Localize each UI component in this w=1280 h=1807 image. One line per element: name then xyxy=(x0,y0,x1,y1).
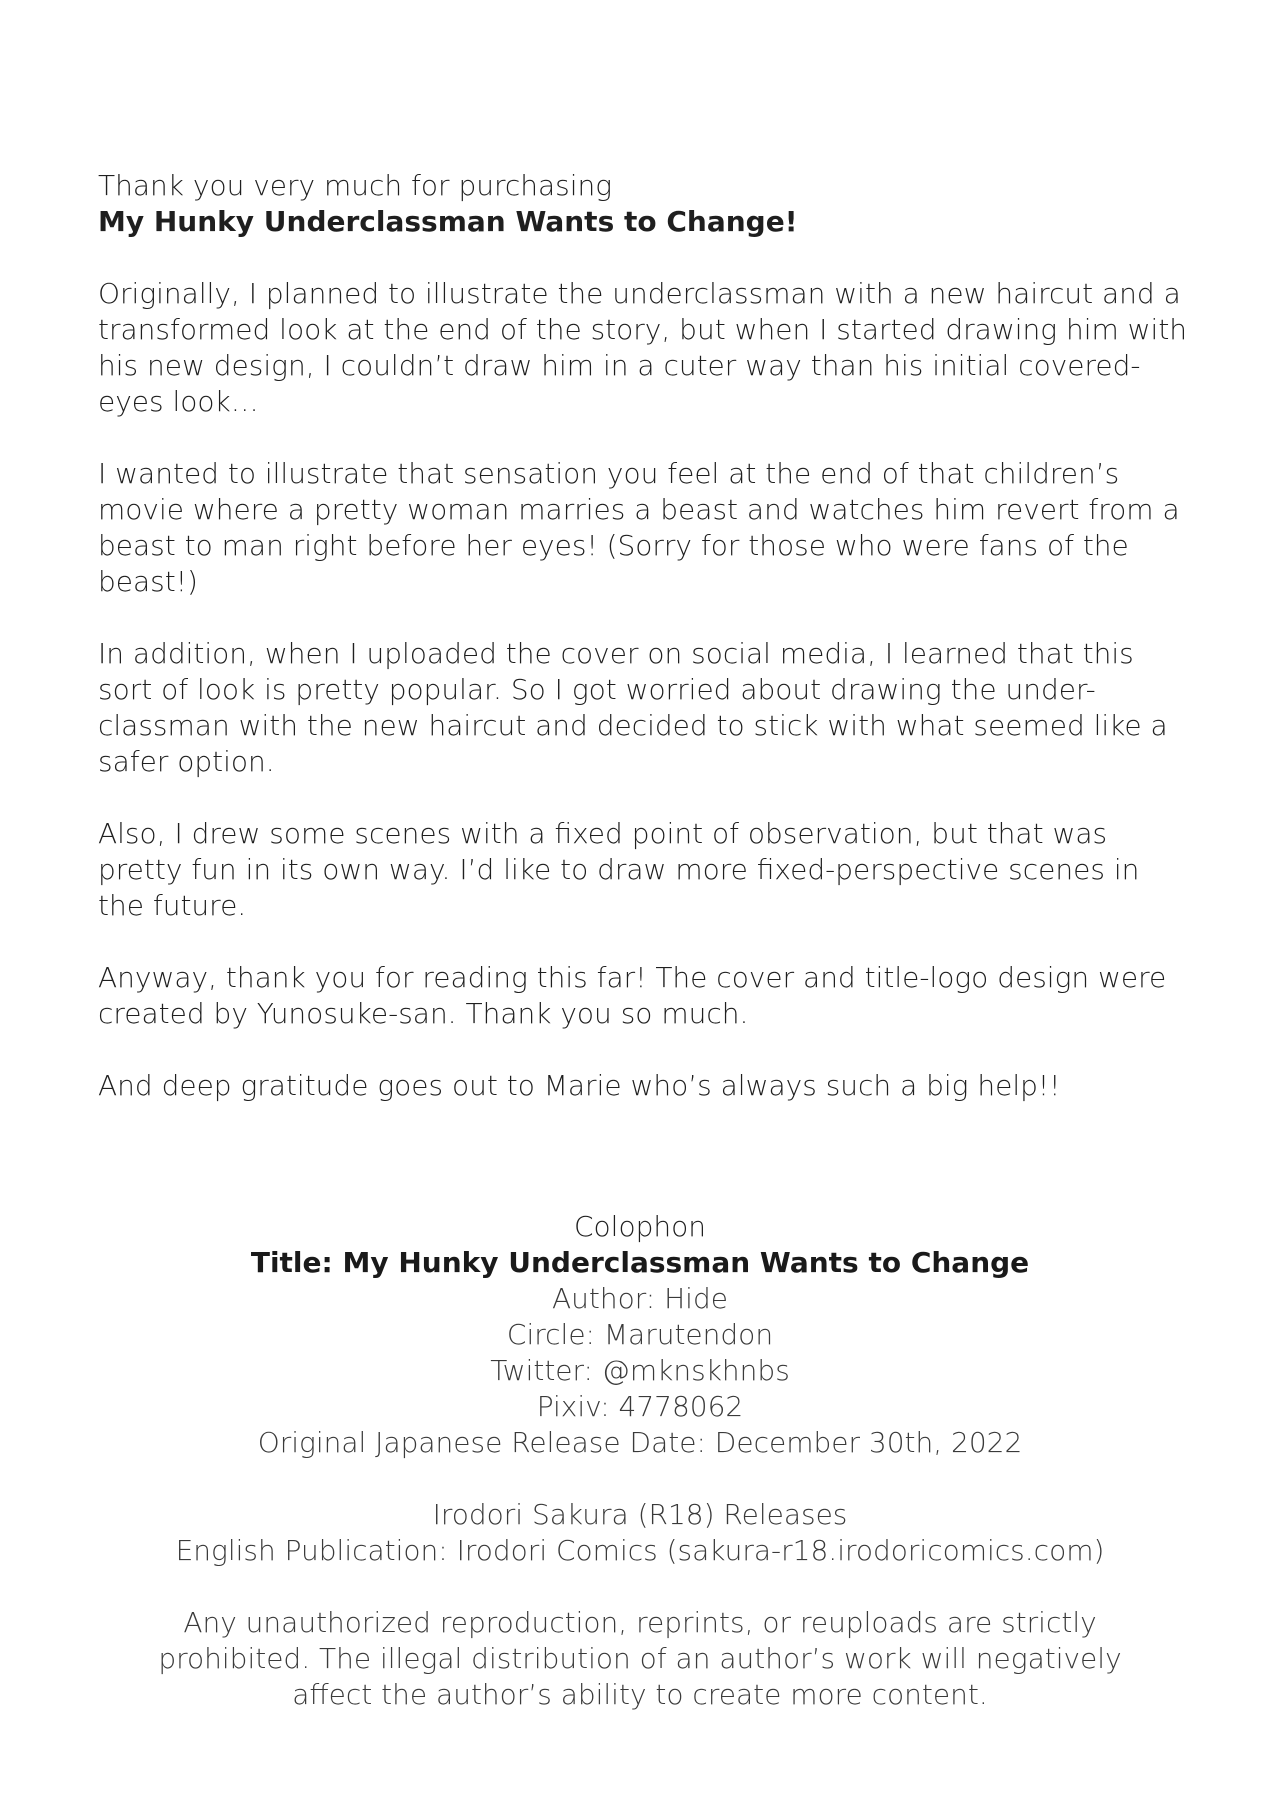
colophon-publisher: Irodori Sakura (R18) Releases xyxy=(432,1498,848,1531)
copyright-notice: Any unauthorized reproduction, reprints, or reuploads are strictly prohibited. The illegal distribution of an author’s work will negatively affect the author’s ability to create more content. xyxy=(158,1606,1122,1711)
afterword-paragraph: Also, I drew some scenes with a fixed point of observation, but that was pretty fun in its own way. I’d like to draw more fixed-perspective scenes in the future. xyxy=(98,817,1140,922)
colophon-release-date: Original Japanese Release Date: December 30th, 2022 xyxy=(257,1426,1023,1459)
colophon-spacer xyxy=(0,1461,1280,1497)
colophon-author: Author: Hide xyxy=(552,1282,728,1315)
afterword xyxy=(98,168,1188,1140)
colophon-twitter: Twitter: @mknskhnbs xyxy=(490,1354,790,1387)
colophon-heading: Colophon xyxy=(574,1210,706,1243)
colophon-english-publication: English Publication: Irodori Comics (sakura-r18.irodoricomics.com) xyxy=(175,1534,1105,1567)
afterword-paragraph: I wanted to illustrate that sensation you feel at the end of that children’s movie where a pretty woman marries a beast and watches him revert from a beast to man right before her eyes! (Sorry for those who were fans of the beast!) xyxy=(98,457,1180,598)
afterword-paragraph: In addition, when I uploaded the cover on social media, I learned that this sort of look is pretty popular. So I got worried about drawing the under-classman with the new haircut and decided to stick with what seemed like a safer option. xyxy=(98,637,1168,778)
afterword-paragraph: And deep gratitude goes out to Marie who’s always such a big help!! xyxy=(98,1069,1061,1102)
afterword-intro xyxy=(98,168,1188,240)
colophon-circle: Circle: Marutendon xyxy=(506,1318,774,1351)
book-title: My Hunky Underclassman Wants to Change! xyxy=(98,205,798,238)
intro-line: Thank you very much for purchasing xyxy=(98,169,613,202)
afterword-paragraph: Anyway, thank you for reading this far! The cover and title-logo design were created by Yunosuke-san. Thank you so much. xyxy=(98,961,1167,1030)
colophon-pixiv: Pixiv: 4778062 xyxy=(536,1390,744,1423)
afterword-paragraph: Originally, I planned to illustrate the underclassman with a new haircut and a transformed look at the end of the story, but when I started drawing him with his new design, I couldn’t draw him in a cuter way than his initial covered-eyes look… xyxy=(98,277,1188,418)
colophon xyxy=(0,1209,1280,1569)
colophon-title: Title: My Hunky Underclassman Wants to Change xyxy=(250,1246,1030,1279)
